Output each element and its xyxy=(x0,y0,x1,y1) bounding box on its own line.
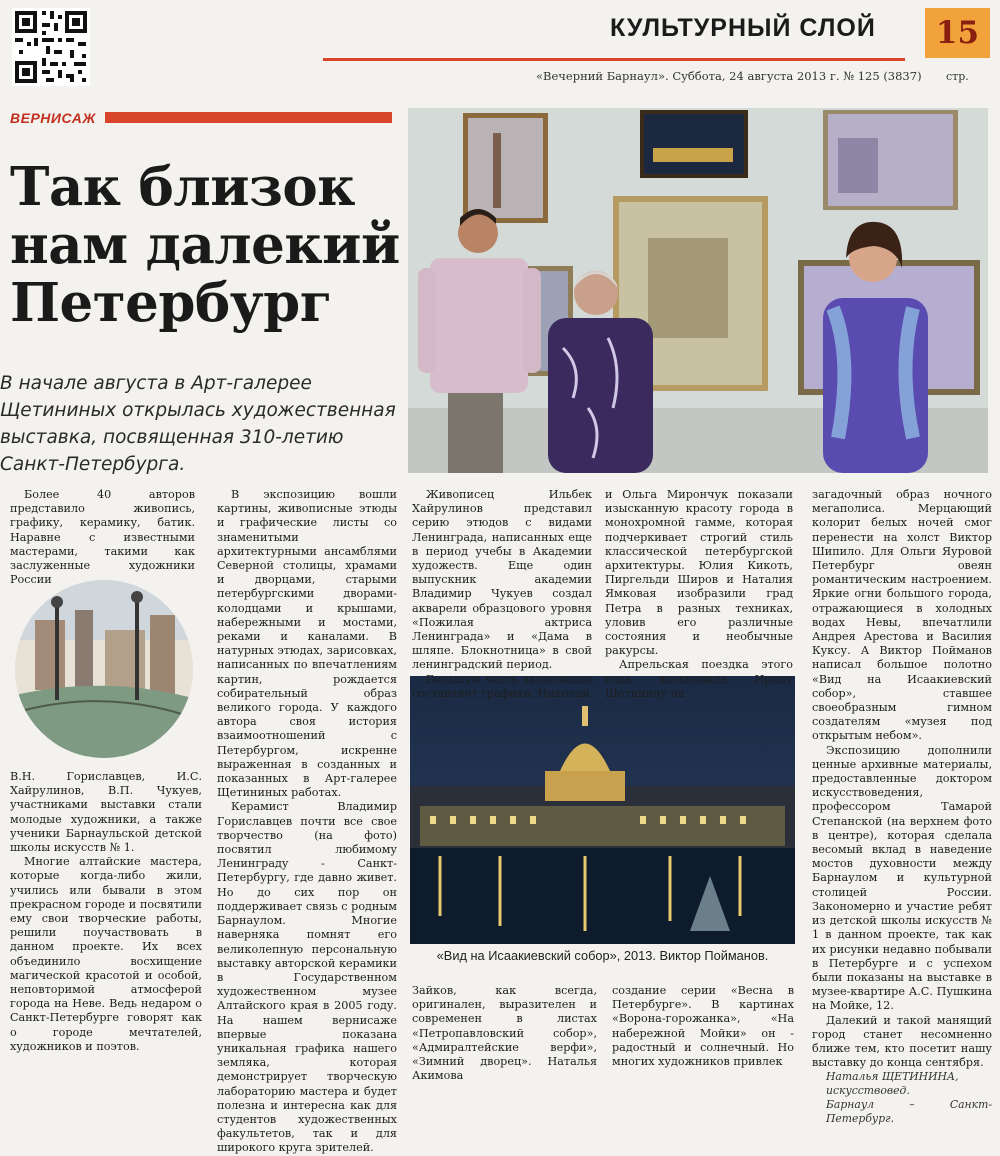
paragraph: Экспозицию дополнили ценные архивные материалы, предоставленные доктором искусствоведения, профессором Тамарой Степанской (на верхнем фото в центре), которая сделала весомый вклад в наведение мостов духовности между Барнаулом и культурной столицей России. Закономерно и участие ребят из детской школы искусств № 1 в данном проекте, так как их рисунки недавно побывали в Петербурге и с успехом были показаны на выставке в музее-квартире А.С. Пушкина на Мойке, 12. xyxy=(812,743,992,1013)
paragraph: Далекий и такой манящий город станет несомненно ближе тем, кто посетит нашу выставку до конца сентября. xyxy=(812,1013,992,1070)
author-role: искусствовед. xyxy=(826,1084,910,1098)
paragraph: Более 40 авторов представило живопись, графику, керамику, батик. Наравне с известными мастерами, такими как заслуженные художники России xyxy=(10,488,195,587)
section-bar xyxy=(105,112,392,123)
paragraph: В.Н. Гориславцев, И.С. Хайрулинов, В.П. Чукуев, участниками выставки стали молодые художники, а также ученики Барнаульской детской школы искусств № 1. xyxy=(10,770,202,855)
body-column-2 xyxy=(217,488,397,1156)
author-name: Наталья ЩЕТИНИНА, xyxy=(826,1070,959,1084)
paragraph: В экспозицию вошли картины, живописные этюды и графические листы со знаменитыми архитектурными ансамблями Северной столицы, храмами и дворцами, старыми петербургскими дворами-колодцами и крышами, набережными и мостами, реками и каналами. В натурных этюдах, зарисовках, написанных по впечатлениям картин, рождается собирательный образ великого города. У каждого автора своя история взаимоотношений с Петербургом, искренне выраженная в созданных и показанных в Арт-галерее Щетининых работах. xyxy=(217,488,397,800)
paragraph: Апрельская поездка этого года вдохновила Ирину Щетинину на xyxy=(605,658,793,700)
paragraph: Многие алтайские мастера, которые когда-либо жили, учились или бывали в этом прекрасном городе и посвятили ему свои творческие работы, решили поучаствовать в данном проекте. Их всех объединило восхищение магической красотой и особой, неповторимой атмосферой города на Неве. Ведь недаром о Санкт-Петербурге говорят как о городе мечтателей, художников и поэтов. xyxy=(10,855,202,1053)
headline-line: Петербург xyxy=(10,272,332,334)
paragraph: Живописец Ильбек Хайрулинов представил серию этюдов с видами Ленинграда, написанных еще в период учебы в Академии художеств. Еще один выпускник академии Владимир Чукуев создал акварели образцового уровня «Пожилая актриса Ленинграда» и «Дама в шляпе. Блокнотница» в свой ленинградский период. xyxy=(412,488,592,672)
paragraph: Зайков, как всегда, оригинален, выразителен и современен в листах «Петропавловский собор», «Адмиралтейские верфи», «Зимний дворец». Наталья Акимова xyxy=(412,984,597,1083)
lead-paragraph: В начале августа в Арт-галерее Щетининых открылась художественная выставка, посвященная 310-летию Санкт-Петербурга. xyxy=(0,373,396,475)
rubric-title: КУЛЬТУРНЫЙ СЛОЙ xyxy=(610,14,876,42)
section-tag: ВЕРНИСАЖ xyxy=(10,110,96,126)
headline-line: нам далекий xyxy=(10,214,400,276)
qr-code xyxy=(12,8,90,86)
body-column-5 xyxy=(812,488,992,1126)
paragraph: создание серии «Весна в Петербурге». В картинах «Ворона-горожанка», «На набережной Мойки» он - радостный и солнечный. Но многих художников привлек xyxy=(612,984,794,1069)
body-column-1-bottom xyxy=(10,770,202,1054)
paragraph: Керамист Владимир Гориславцев почти все свое творчество (на фото) посвятил любимому Ленинграду - Санкт-Петербургу, где давно живет. Но до сих пор он поддерживает связь с родным Барнаулом. Многие наверняка помнят его великолепную персональную выставку авторской керамики в Государственном художественном музее Алтайского края в 2005 году. На нашем вернисаже впервые показана уникальная графика нашего земляка, которая демонстрирует творческую лабораторию мастера и будет полезна и интересна как для студентов художественных факультетов, так и для широкого круга зрителей. xyxy=(217,800,397,1155)
paragraph: загадочный образ ночного мегаполиса. Мерцающий колорит белых ночей смог перенести на холст Виктор Шипило. Для Ольги Яуровой Петербург овеян романтическим настроением. Яркие огни большого города, отражающиеся в холодных водах Невы, впечатлили Андрея Арестова и Василия Куксу. А Виктор Пойманов написал большое полотно «Вид на Исаакиевский собор», ставшее своеобразным гимном создателям «музея под открытым небом». xyxy=(812,488,992,743)
round-artwork-image xyxy=(15,580,193,758)
issue-line: «Вечерний Барнаул». Суббота, 24 августа 2013 г. № 125 (3837) xyxy=(536,69,922,83)
night-painting-image xyxy=(410,676,795,944)
body-column-3-bottom xyxy=(412,984,597,1083)
header-rule xyxy=(323,58,905,61)
paragraph: Большую часть экспозиции составляет графика. Николай xyxy=(412,672,592,700)
headline-line: Так близок xyxy=(10,156,355,218)
night-photo-caption: «Вид на Исаакиевский собор», 2013. Виктор Пойманов. xyxy=(436,948,769,963)
page-label: стр. xyxy=(946,70,969,83)
paragraph: и Ольга Мирончук показали изысканную красоту города в монохромной гамме, которая подчеркивает строгий стиль классической петербургской архитектуры. Юлия Кикоть, Пиргельди Широв и Наталия Ямковая изобразили град Петра в разных техниках, уловив его различные состояния и необычные ракурсы. xyxy=(605,488,793,658)
page-number-badge: 15 xyxy=(925,8,990,58)
body-column-4-bottom xyxy=(612,984,794,1069)
gallery-photo xyxy=(408,108,988,473)
body-column-3-top xyxy=(412,488,592,701)
author-signature xyxy=(812,1070,992,1126)
headline xyxy=(10,158,405,332)
author-location: Барнаул – Санкт-Петербург. xyxy=(826,1098,992,1126)
body-column-4-top xyxy=(605,488,793,701)
body-column-1-top xyxy=(10,488,195,587)
